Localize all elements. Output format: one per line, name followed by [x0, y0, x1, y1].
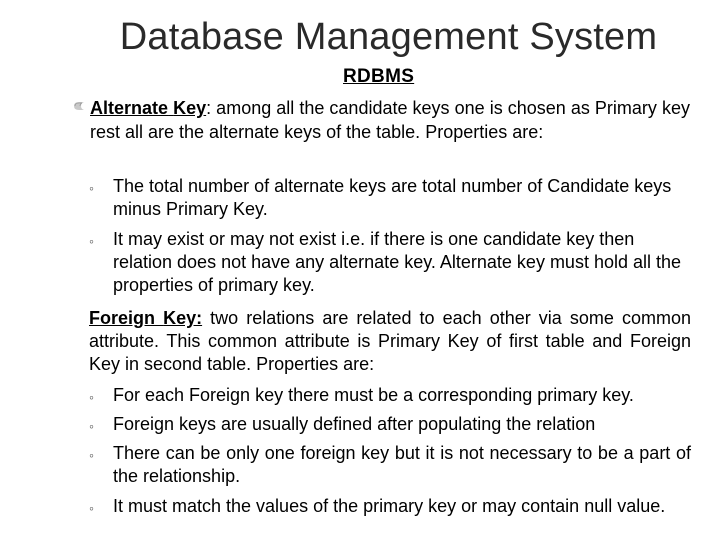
foreign-property-4: It must match the values of the primary key or may contain null value.: [113, 496, 666, 516]
alternate-key-paragraph: [90, 97, 690, 144]
alternate-key-term-2: Key: [173, 98, 207, 118]
hollow-circle-bullet-icon: ◦: [89, 418, 94, 434]
slide-title: Database Management System: [119, 16, 658, 58]
slide-subtitle: RDBMS: [343, 66, 415, 87]
foreign-key-paragraph: [89, 307, 691, 376]
alternate-property-1: The total number of alternate keys are total number of Candidate keys minus Primary Key.: [113, 176, 672, 219]
foreign-key-term-1: Foreign: [89, 308, 155, 328]
hollow-circle-bullet-icon: ◦: [89, 500, 94, 516]
hollow-circle-bullet-icon: ◦: [89, 233, 94, 249]
drop-bullet-icon: [72, 99, 86, 113]
hollow-circle-bullet-icon: ◦: [89, 447, 94, 463]
foreign-key-term-gap: [155, 308, 163, 328]
foreign-key-term-2: Key:: [163, 308, 203, 328]
foreign-property-1: For each Foreign key there must be a corresponding primary key.: [113, 385, 634, 405]
alternate-property-2: It may exist or may not exist i.e. if there is one candidate key then relation does not have any alternate key. Alternate key must hold all the properties of primary key.: [113, 229, 682, 295]
hollow-circle-bullet-icon: ◦: [89, 389, 94, 405]
foreign-property-2: Foreign keys are usually defined after populating the relation: [113, 414, 596, 434]
hollow-circle-bullet-icon: ◦: [89, 180, 94, 196]
foreign-property-3: There can be only one foreign key but it is not necessary to be a part of the relationship.: [113, 443, 691, 486]
alternate-key-term-1: Alternate: [90, 98, 169, 118]
alternate-key-definition: : among all the candidate keys one is chosen as Primary key rest all are the alternate keys of the table. Properties are:: [90, 98, 690, 142]
foreign-key-definition: two relations are related to each other via some common attribute. This common attribute is Primary Key of first table and Foreign Key in second table. Properties are:: [89, 308, 691, 374]
